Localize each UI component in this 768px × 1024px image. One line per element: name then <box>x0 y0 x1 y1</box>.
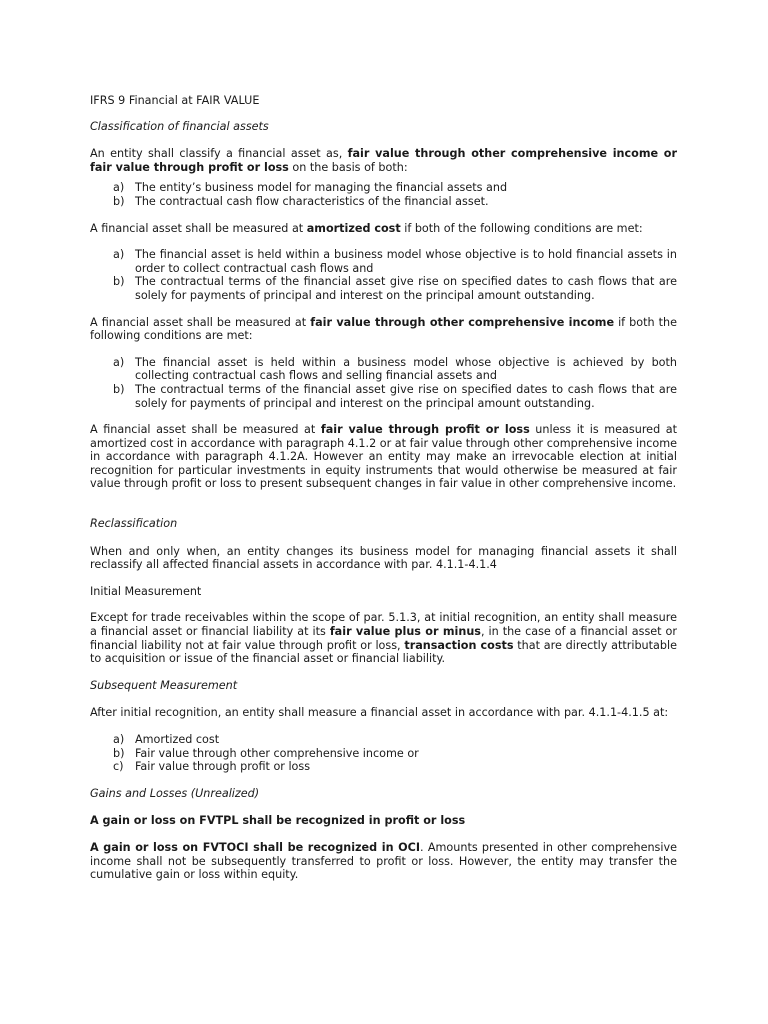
fvoci-list <box>90 356 677 410</box>
fvpl-paragraph: A financial asset shall be measured at fair value through profit or loss unless it is measured at amortized cost in accordance with paragraph 4.1.2 or at fair value through other comprehensive income in accordance with paragraph 4.1.2A. However an entity may make an irrevocable election at initial recognition for particular investments in equity instruments that would otherwise be measured at fair value through profit or loss to present subsequent changes in fair value in other comprehensive income. <box>90 423 677 491</box>
reclassification-paragraph: When and only when, an entity changes its business model for managing financial assets it shall reclassify all affected financial assets in accordance with par. 4.1.1-4.1.4 <box>90 544 677 572</box>
list-item: a) The entity’s business model for managing the financial assets and <box>113 181 508 195</box>
list-item: b) The contractual terms of the financial asset give rise on specified dates to cash flows that are solely for payments of principal and interest on the principal amount outstanding. <box>113 382 677 410</box>
initial-measurement-paragraph: Except for trade receivables within the scope of par. 5.1.3, at initial recognition, an entity shall measure a financial asset or financial liability at its fair value plus or minus, in the case of a financial asset or financial liability not at fair value through profit or loss, transaction costs that are directly attributable to acquisition or issue of the financial asset or financial liability. <box>90 611 677 666</box>
subsequent-measurement-intro: After initial recognition, an entity shall measure a financial asset in accordance with par. 4.1.1-4.1.5 at: <box>90 706 669 720</box>
classification-intro: An entity shall classify a financial asset as, fair value through other comprehensive income or fair value through profit or loss on the basis of both: <box>90 147 677 174</box>
document-page <box>90 90 677 882</box>
list-item: a) The financial asset is held within a business model whose objective is to hold financial assets in order to collect contractual cash flows and <box>113 248 677 275</box>
initial-measurement-heading: Initial Measurement <box>90 584 202 598</box>
document-title: IFRS 9 Financial at FAIR VALUE <box>90 94 260 107</box>
list-item: a) Amortized cost <box>113 733 220 746</box>
fvoci-paragraph: A financial asset shall be measured at fair value through other comprehensive income if both the following conditions are met: <box>90 315 678 343</box>
list-item: b) The contractual cash flow characteristics of the financial asset. <box>113 194 489 208</box>
amortized-cost-list <box>90 248 677 302</box>
list-item: b) The contractual terms of the financial asset give rise on specified dates to cash flows that are solely for payments of principal and interest on the principal amount outstanding. <box>113 275 677 302</box>
list-item: a) The financial asset is held within a business model whose objective is achieved by both collecting contractual cash flows and selling financial assets and <box>113 355 677 383</box>
reclassification-heading: Reclassification <box>90 517 178 531</box>
subsequent-measurement-list <box>90 733 677 774</box>
subsequent-measurement-heading: Subsequent Measurement <box>90 678 238 692</box>
fvtoci-paragraph: A gain or loss on FVTOCI shall be recognized in OCI. Amounts presented in other comprehensive income shall not be subsequently transferred to profit or loss. However, the entity may transfer the cumulative gain or loss within equity. <box>90 840 677 882</box>
amortized-cost-paragraph: A financial asset shall be measured at amortized cost if both of the following conditions are met: <box>90 221 643 235</box>
list-item: c) Fair value through profit or loss <box>113 760 311 774</box>
classification-heading: Classification of financial assets <box>90 119 269 133</box>
gains-losses-heading: Gains and Losses (Unrealized) <box>90 786 260 800</box>
fvtpl-statement: A gain or loss on FVTPL shall be recognized in profit or loss <box>90 814 466 828</box>
list-item: b) Fair value through other comprehensive income or <box>113 746 419 760</box>
classification-list <box>90 181 677 208</box>
